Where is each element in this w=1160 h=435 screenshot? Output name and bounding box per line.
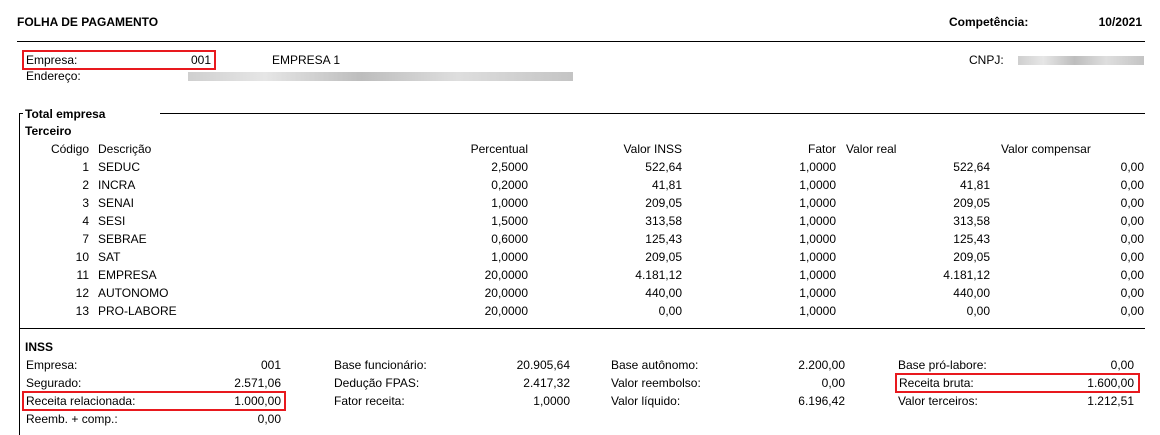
cell-valor-real: 125,43 (953, 232, 990, 246)
cell-descricao: SAT (98, 250, 121, 264)
segurado-value: 2.571,06 (234, 376, 281, 390)
cell-valor-compensar: 0,00 (1120, 250, 1144, 264)
table-row (0, 268, 1160, 286)
inss-empresa-value: 001 (260, 358, 281, 372)
cell-valor-compensar: 0,00 (1120, 160, 1144, 174)
table-row (0, 214, 1160, 232)
cell-valor-compensar: 0,00 (1120, 286, 1144, 300)
cell-codigo: 11 (76, 268, 89, 282)
cell-percentual: 1,0000 (491, 250, 528, 264)
cell-valor-compensar: 0,00 (1120, 196, 1144, 210)
cell-valor-real: 4.181,12 (943, 268, 990, 282)
table-row (0, 178, 1160, 196)
cell-fator: 1,0000 (799, 268, 836, 282)
receita-relacionada-value: 1.000,00 (234, 394, 281, 408)
fator-receita-value: 1,0000 (533, 394, 570, 408)
valor-liquido-value: 6.196,42 (798, 394, 845, 408)
cell-fator: 1,0000 (799, 196, 836, 210)
cell-valor-real: 209,05 (953, 250, 990, 264)
col-fator: Fator (807, 142, 836, 156)
inss-divider (19, 328, 1145, 329)
table-row (0, 250, 1160, 268)
col-percentual: Percentual (470, 142, 528, 156)
valor-reembolso-value: 0,00 (821, 376, 845, 390)
inss-empresa-label: Empresa: (26, 358, 78, 372)
cell-valor-inss: 41,81 (651, 178, 682, 192)
fator-receita-label: Fator receita: (334, 394, 405, 408)
cell-fator: 1,0000 (799, 304, 836, 318)
cell-valor-compensar: 0,00 (1120, 304, 1144, 318)
cell-fator: 1,0000 (799, 214, 836, 228)
cell-valor-inss: 313,58 (645, 214, 682, 228)
cell-codigo: 2 (82, 178, 89, 192)
cell-descricao: SEDUC (98, 160, 141, 174)
deducao-fpas-value: 2.417,32 (523, 376, 570, 390)
cell-fator: 1,0000 (799, 286, 836, 300)
cell-valor-real: 440,00 (953, 286, 990, 300)
reemb-value: 0,00 (257, 412, 281, 426)
cell-percentual: 20,0000 (484, 268, 528, 282)
base-autonomo-value: 2.200,00 (798, 358, 845, 372)
frame-top-left (19, 113, 23, 114)
table-row (0, 232, 1160, 250)
base-prolabore-value: 0,00 (1110, 358, 1134, 372)
valor-terceiros-value: 1.212,51 (1087, 394, 1134, 408)
segurado-label: Segurado: (26, 376, 82, 390)
col-descricao: Descrição (98, 142, 152, 156)
cell-valor-inss: 209,05 (645, 250, 682, 264)
cell-valor-compensar: 0,00 (1120, 214, 1144, 228)
cell-codigo: 3 (82, 196, 89, 210)
cell-codigo: 10 (75, 250, 89, 264)
header-divider (17, 41, 1145, 42)
empresa-code: 001 (190, 53, 211, 67)
cell-descricao: INCRA (98, 178, 136, 192)
cell-valor-real: 313,58 (953, 214, 990, 228)
cell-fator: 1,0000 (799, 232, 836, 246)
cell-percentual: 1,0000 (491, 196, 528, 210)
cell-valor-real: 41,81 (959, 178, 990, 192)
cell-descricao: SEBRAE (98, 232, 147, 246)
terceiro-title: Terceiro (25, 124, 72, 138)
cell-codigo: 7 (82, 232, 89, 246)
table-row (0, 286, 1160, 304)
col-valor-inss: Valor INSS (623, 142, 682, 156)
cell-descricao: EMPRESA (98, 268, 157, 282)
cell-percentual: 1,5000 (491, 214, 528, 228)
base-prolabore-label: Base pró-labore: (898, 358, 987, 372)
col-codigo: Código (50, 142, 89, 156)
cell-valor-inss: 209,05 (645, 196, 682, 210)
cnpj-redacted (1018, 56, 1144, 65)
receita-relacionada-label: Receita relacionada: (26, 394, 136, 408)
cell-percentual: 20,0000 (484, 286, 528, 300)
cell-valor-real: 209,05 (953, 196, 990, 210)
cell-percentual: 20,0000 (484, 304, 528, 318)
cell-valor-inss: 440,00 (645, 286, 682, 300)
cell-valor-inss: 125,43 (645, 232, 682, 246)
cell-valor-real: 0,00 (966, 304, 990, 318)
cnpj-label: CNPJ: (969, 53, 1004, 67)
cell-valor-real: 522,64 (953, 160, 990, 174)
total-empresa-title: Total empresa (25, 107, 106, 121)
competencia-label: Competência: (949, 15, 1029, 29)
report-title: FOLHA DE PAGAMENTO (17, 15, 159, 29)
cell-codigo: 1 (82, 160, 89, 174)
base-autonomo-label: Base autônomo: (611, 358, 699, 372)
cell-descricao: SESI (98, 214, 126, 228)
cell-valor-compensar: 0,00 (1120, 178, 1144, 192)
table-row (0, 304, 1160, 322)
cell-percentual: 0,2000 (491, 178, 528, 192)
cell-codigo: 12 (75, 286, 89, 300)
cell-valor-compensar: 0,00 (1120, 232, 1144, 246)
cell-descricao: SENAI (98, 196, 135, 210)
endereco-redacted (188, 72, 573, 81)
empresa-name: EMPRESA 1 (272, 53, 341, 67)
cell-descricao: AUTONOMO (98, 286, 169, 300)
cell-fator: 1,0000 (799, 178, 836, 192)
inss-title: INSS (25, 340, 54, 354)
valor-liquido-label: Valor líquido: (611, 394, 681, 408)
cell-percentual: 0,6000 (491, 232, 528, 246)
endereco-label: Endereço: (26, 69, 81, 83)
col-valor-real: Valor real (846, 142, 897, 156)
valor-reembolso-label: Valor reembolso: (611, 376, 701, 390)
cell-valor-inss: 522,64 (645, 160, 682, 174)
cell-percentual: 2,5000 (491, 160, 528, 174)
competencia-value: 10/2021 (1098, 15, 1142, 29)
cell-fator: 1,0000 (799, 250, 836, 264)
table-row (0, 160, 1160, 178)
cell-codigo: 4 (82, 214, 89, 228)
receita-bruta-label: Receita bruta: (899, 376, 974, 390)
frame-top-right (160, 113, 1145, 114)
cell-codigo: 13 (75, 304, 89, 318)
cell-valor-inss: 0,00 (658, 304, 682, 318)
receita-bruta-value: 1.600,00 (1087, 376, 1134, 390)
table-row (0, 196, 1160, 214)
reemb-label: Reemb. + comp.: (26, 412, 118, 426)
valor-terceiros-label: Valor terceiros: (898, 394, 978, 408)
deducao-fpas-label: Dedução FPAS: (334, 376, 420, 390)
cell-valor-compensar: 0,00 (1120, 268, 1144, 282)
empresa-label: Empresa: (26, 53, 78, 67)
cell-descricao: PRO-LABORE (98, 304, 177, 318)
cell-fator: 1,0000 (799, 160, 836, 174)
base-funcionario-value: 20.905,64 (516, 358, 570, 372)
cell-valor-inss: 4.181,12 (635, 268, 682, 282)
col-valor-compensar: Valor compensar (1001, 142, 1091, 156)
base-funcionario-label: Base funcionário: (334, 358, 427, 372)
